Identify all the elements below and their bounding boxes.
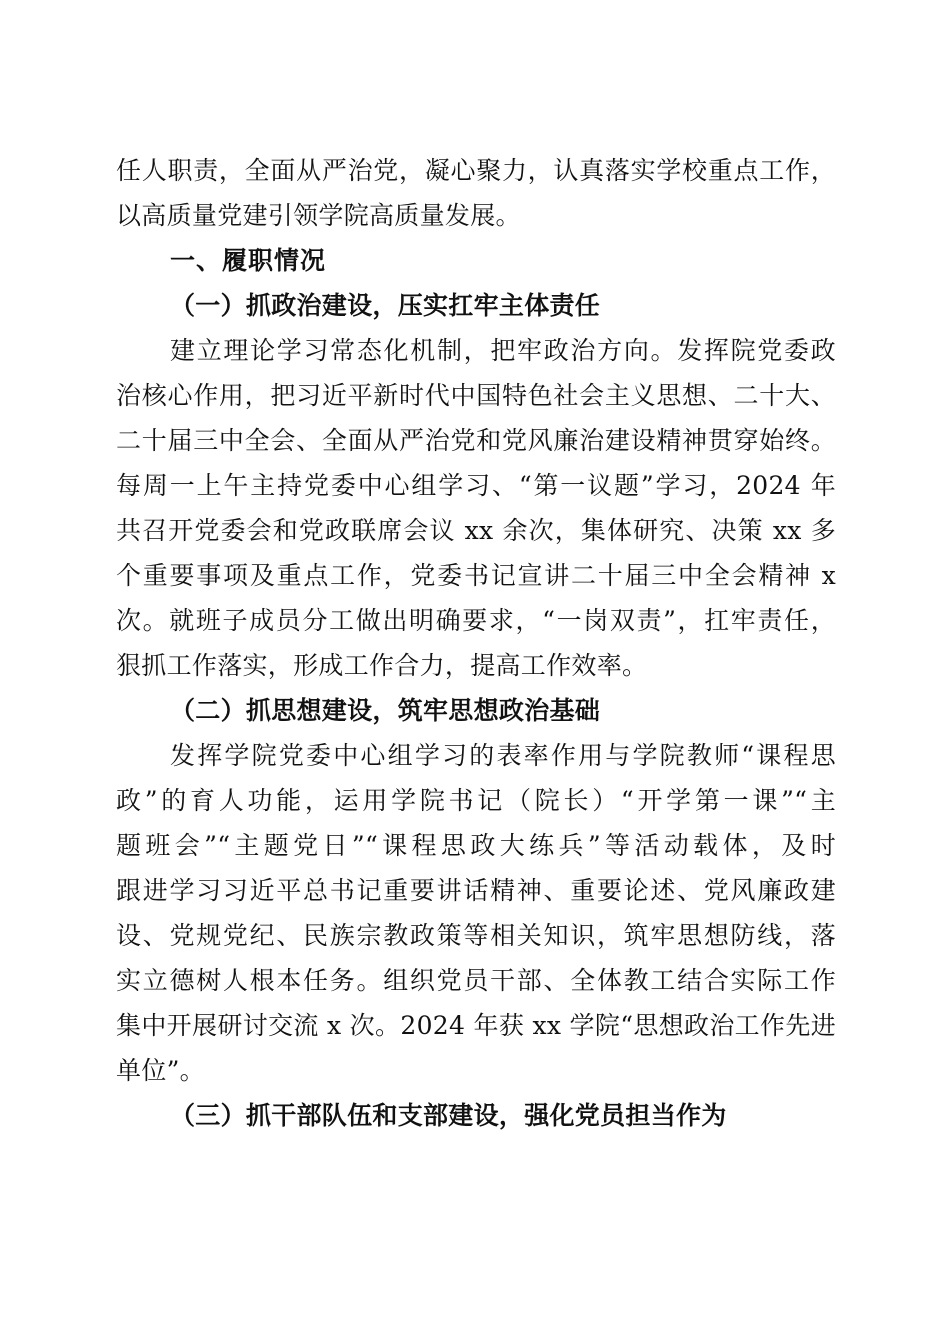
paragraph-line: 二十届三中全会、全面从严治党和党风廉治建设精神贯穿始终。 bbox=[116, 426, 836, 455]
paragraph-line: 建立理论学习常态化机制，把牢政治方向。发挥院党委政 bbox=[170, 336, 836, 365]
paragraph-line: 治核心作用，把习近平新时代中国特色社会主义思想、二十大、 bbox=[116, 381, 836, 410]
subsection-heading: （一）抓政治建设，压实扛牢主体责任 bbox=[170, 291, 601, 320]
paragraph-line: 任人职责，全面从严治党，凝心聚力，认真落实学校重点工作， bbox=[116, 156, 836, 185]
paragraph-line: 发挥学院党委中心组学习的表率作用与学院教师“课程思 bbox=[170, 741, 836, 770]
paragraph-line: 单位”。 bbox=[116, 1056, 205, 1085]
paragraph-line: 集中开展研讨交流 x 次。2024 年获 xx 学院“思想政治工作先进 bbox=[116, 1011, 836, 1040]
paragraph-line: 题班会”“主题党日”“课程思政大练兵”等活动载体，及时 bbox=[116, 831, 836, 860]
paragraph-line: 个重要事项及重点工作，党委书记宣讲二十届三中全会精神 x bbox=[116, 561, 836, 590]
subsection-heading: （三）抓干部队伍和支部建设，强化党员担当作为 bbox=[170, 1101, 727, 1130]
paragraph-line: 共召开党委会和党政联席会议 xx 余次，集体研究、决策 xx 多 bbox=[116, 516, 836, 545]
paragraph-line: 以高质量党建引领学院高质量发展。 bbox=[116, 201, 521, 230]
paragraph-line: 狠抓工作落实，形成工作合力，提高工作效率。 bbox=[116, 651, 648, 680]
paragraph-line: 每周一上午主持党委中心组学习、“第一议题”学习，2024 年 bbox=[116, 471, 836, 500]
paragraph-line: 跟进学习习近平总书记重要讲话精神、重要论述、党风廉政建 bbox=[116, 876, 836, 905]
paragraph-line: 实立德树人根本任务。组织党员干部、全体教工结合实际工作 bbox=[116, 966, 836, 995]
paragraph-line: 政”的育人功能，运用学院书记（院长）“开学第一课”“主 bbox=[116, 786, 836, 815]
subsection-heading: （二）抓思想建设，筑牢思想政治基础 bbox=[170, 696, 601, 725]
paragraph-line: 设、党规党纪、民族宗教政策等相关知识，筑牢思想防线，落 bbox=[116, 921, 836, 950]
section-heading: 一、履职情况 bbox=[170, 246, 327, 275]
paragraph-line: 次。就班子成员分工做出明确要求，“一岗双责”，扛牢责任， bbox=[116, 606, 836, 635]
